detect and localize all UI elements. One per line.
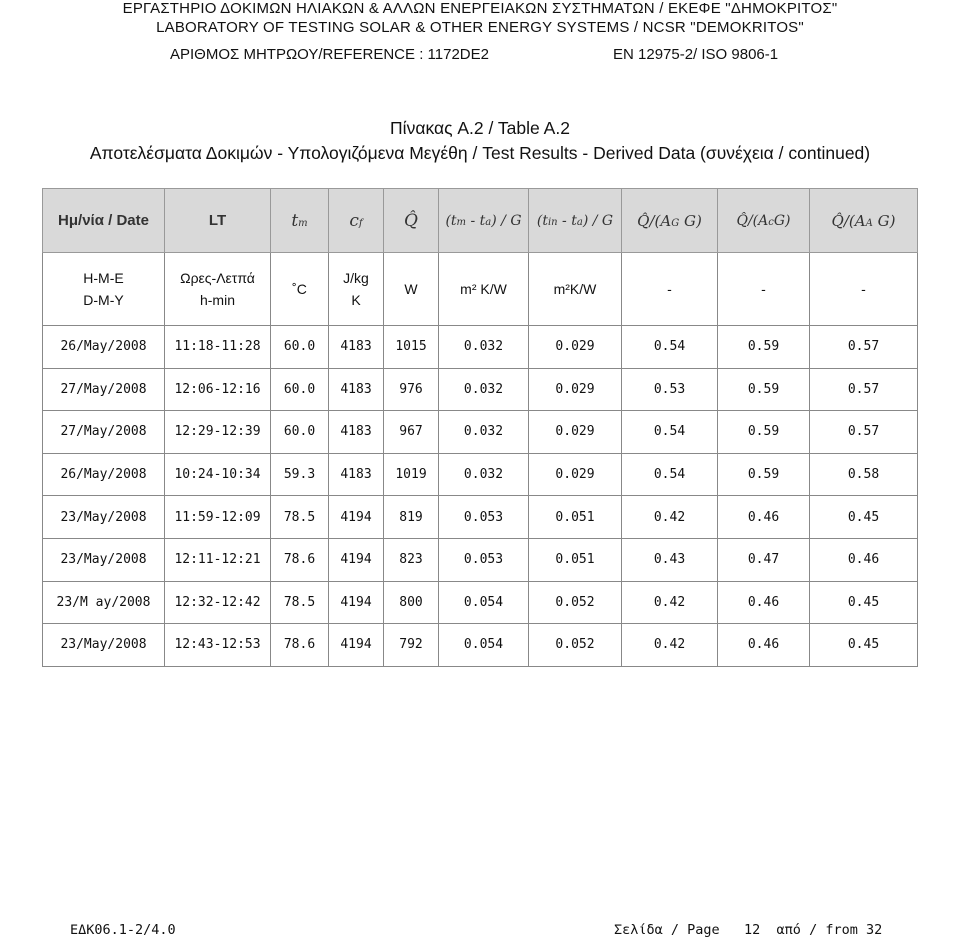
cell-eff-aperture: 0.46 (718, 624, 810, 667)
lab-name-english: LABORATORY OF TESTING SOLAR & OTHER ENERGY SYSTEMS / NCSR "DEMOKRITOS" (156, 19, 804, 36)
cell-q: 976 (384, 368, 439, 411)
cell-tin-ta: 0.051 (529, 538, 622, 581)
cell-tm-ta: 0.032 (439, 411, 529, 454)
cell-tin-ta: 0.029 (529, 453, 622, 496)
unit-time-greek: Ωρες-Λετπά (180, 270, 255, 286)
cell-q: 1019 (384, 453, 439, 496)
unit-tin-ta: m²K/W (529, 253, 622, 326)
cell-eff-gross: 0.43 (622, 538, 718, 581)
symbol-header-row (43, 189, 918, 253)
unit-eff-gross: - (622, 253, 718, 326)
cell-tm-ta: 0.054 (439, 624, 529, 667)
cell-tm: 60.0 (271, 326, 329, 369)
cell-time: 12:06-12:16 (165, 368, 271, 411)
cell-tm-ta: 0.053 (439, 538, 529, 581)
cell-time: 11:59-12:09 (165, 496, 271, 539)
table-row (43, 326, 918, 369)
data-rows (43, 326, 918, 667)
unit-time-english: h-min (199, 292, 235, 308)
header-tin-ta: (tin - ta) / G (529, 189, 622, 253)
cell-eff-absorber: 0.57 (810, 411, 918, 454)
unit-cf-top: J/kg (343, 270, 369, 286)
cell-eff-absorber: 0.46 (810, 538, 918, 581)
cell-cf: 4183 (329, 326, 384, 369)
unit-cf-bottom: K (351, 292, 361, 308)
cell-date: 23/M ay/2008 (43, 581, 165, 624)
test-standard: EN 12975-2/ ISO 9806-1 (613, 46, 779, 63)
unit-date-greek: H-M-E (83, 270, 124, 286)
lab-name-greek: ΕΡΓΑΣΤΗΡΙΟ ΔΟΚΙΜΩΝ ΗΛΙΑΚΩΝ & ΑΛΛΩΝ ΕΝΕΡΓΕΙΑΚΩΝ ΣΥΣΤΗΜΑΤΩΝ / ΕΚΕΦΕ "ΔΗΜΟΚΡΙΤΟΣ" (122, 0, 838, 17)
cell-date: 23/May/2008 (43, 496, 165, 539)
cell-eff-gross: 0.54 (622, 326, 718, 369)
cell-eff-gross: 0.42 (622, 624, 718, 667)
cell-eff-aperture: 0.59 (718, 453, 810, 496)
unit-date-english: D-M-Y (83, 292, 124, 308)
cell-eff-aperture: 0.46 (718, 496, 810, 539)
header-lt: LT (165, 189, 271, 253)
header-eff-gross: Q̂/(AG G) (622, 189, 718, 253)
cell-tin-ta: 0.029 (529, 411, 622, 454)
cell-eff-absorber: 0.58 (810, 453, 918, 496)
cell-cf: 4183 (329, 411, 384, 454)
cell-cf: 4183 (329, 368, 384, 411)
table-row (43, 624, 918, 667)
cell-eff-gross: 0.54 (622, 453, 718, 496)
cell-eff-gross: 0.42 (622, 496, 718, 539)
cell-q: 800 (384, 581, 439, 624)
cell-date: 27/May/2008 (43, 411, 165, 454)
cell-cf: 4194 (329, 624, 384, 667)
cell-eff-gross: 0.54 (622, 411, 718, 454)
cell-time: 12:32-12:42 (165, 581, 271, 624)
cell-date: 23/May/2008 (43, 538, 165, 581)
cell-tin-ta: 0.051 (529, 496, 622, 539)
cell-tm-ta: 0.054 (439, 581, 529, 624)
cell-eff-absorber: 0.57 (810, 368, 918, 411)
cell-cf: 4194 (329, 496, 384, 539)
cell-eff-aperture: 0.59 (718, 368, 810, 411)
header-tm-ta: (tm - ta) / G (439, 189, 529, 253)
cell-date: 23/May/2008 (43, 624, 165, 667)
cell-eff-aperture: 0.46 (718, 581, 810, 624)
page-number: Σελίδα / Page 12 από / from 32 (614, 922, 883, 938)
cell-date: 26/May/2008 (43, 326, 165, 369)
unit-eff-absorber: - (810, 253, 918, 326)
table-number: Πίνακας A.2 / Table A.2 (390, 118, 570, 138)
units-row (43, 253, 918, 326)
table-row (43, 581, 918, 624)
cell-eff-aperture: 0.59 (718, 411, 810, 454)
cell-eff-absorber: 0.45 (810, 496, 918, 539)
cell-eff-absorber: 0.57 (810, 326, 918, 369)
cell-eff-aperture: 0.59 (718, 326, 810, 369)
table-row (43, 496, 918, 539)
cell-q: 1015 (384, 326, 439, 369)
cell-time: 11:18-11:28 (165, 326, 271, 369)
header-eff-absorber: Q̂/(AA G) (810, 189, 918, 253)
cell-q: 823 (384, 538, 439, 581)
cell-cf: 4194 (329, 581, 384, 624)
unit-tm-ta: m² K/W (439, 253, 529, 326)
table-row (43, 411, 918, 454)
cell-tm-ta: 0.053 (439, 496, 529, 539)
reference-number: ΑΡΙΘΜΟΣ ΜΗΤΡΩΟΥ/REFERENCE : 1172DE2 (170, 46, 489, 63)
cell-eff-gross: 0.53 (622, 368, 718, 411)
cell-tm-ta: 0.032 (439, 368, 529, 411)
unit-tm: ˚C (271, 253, 329, 326)
cell-date: 26/May/2008 (43, 453, 165, 496)
table-row (43, 368, 918, 411)
cell-date: 27/May/2008 (43, 368, 165, 411)
header-cf: cf (329, 189, 384, 253)
cell-tm-ta: 0.032 (439, 453, 529, 496)
cell-time: 12:11-12:21 (165, 538, 271, 581)
cell-tm: 78.5 (271, 581, 329, 624)
cell-tm: 60.0 (271, 368, 329, 411)
cell-tin-ta: 0.052 (529, 581, 622, 624)
document-code: ΕΔΚ06.1-2/4.0 (70, 922, 176, 938)
cell-time: 12:43-12:53 (165, 624, 271, 667)
cell-tin-ta: 0.052 (529, 624, 622, 667)
cell-tm: 60.0 (271, 411, 329, 454)
table-title: Αποτελέσματα Δοκιμών - Υπολογιζόμενα Μεγέθη / Test Results - Derived Data (συνέχεια / continued) (89, 143, 871, 163)
cell-eff-aperture: 0.47 (718, 538, 810, 581)
cell-cf: 4194 (329, 538, 384, 581)
cell-eff-absorber: 0.45 (810, 624, 918, 667)
cell-tm: 78.5 (271, 496, 329, 539)
header-date: Ημ/νία / Date (43, 189, 165, 253)
cell-tm: 78.6 (271, 538, 329, 581)
cell-tm: 78.6 (271, 624, 329, 667)
cell-cf: 4183 (329, 453, 384, 496)
cell-tin-ta: 0.029 (529, 326, 622, 369)
cell-q: 792 (384, 624, 439, 667)
unit-q: W (384, 253, 439, 326)
cell-tm: 59.3 (271, 453, 329, 496)
cell-q: 819 (384, 496, 439, 539)
cell-tin-ta: 0.029 (529, 368, 622, 411)
unit-eff-aperture: - (718, 253, 810, 326)
table-row (43, 538, 918, 581)
cell-eff-gross: 0.42 (622, 581, 718, 624)
cell-eff-absorber: 0.45 (810, 581, 918, 624)
cell-q: 967 (384, 411, 439, 454)
header-q: Q̂ (384, 189, 439, 253)
cell-time: 12:29-12:39 (165, 411, 271, 454)
header-tm: tm (271, 189, 329, 253)
derived-data-table (42, 188, 918, 667)
cell-time: 10:24-10:34 (165, 453, 271, 496)
header-eff-aperture: Q̂/(AcG) (718, 189, 810, 253)
table-row (43, 453, 918, 496)
cell-tm-ta: 0.032 (439, 326, 529, 369)
